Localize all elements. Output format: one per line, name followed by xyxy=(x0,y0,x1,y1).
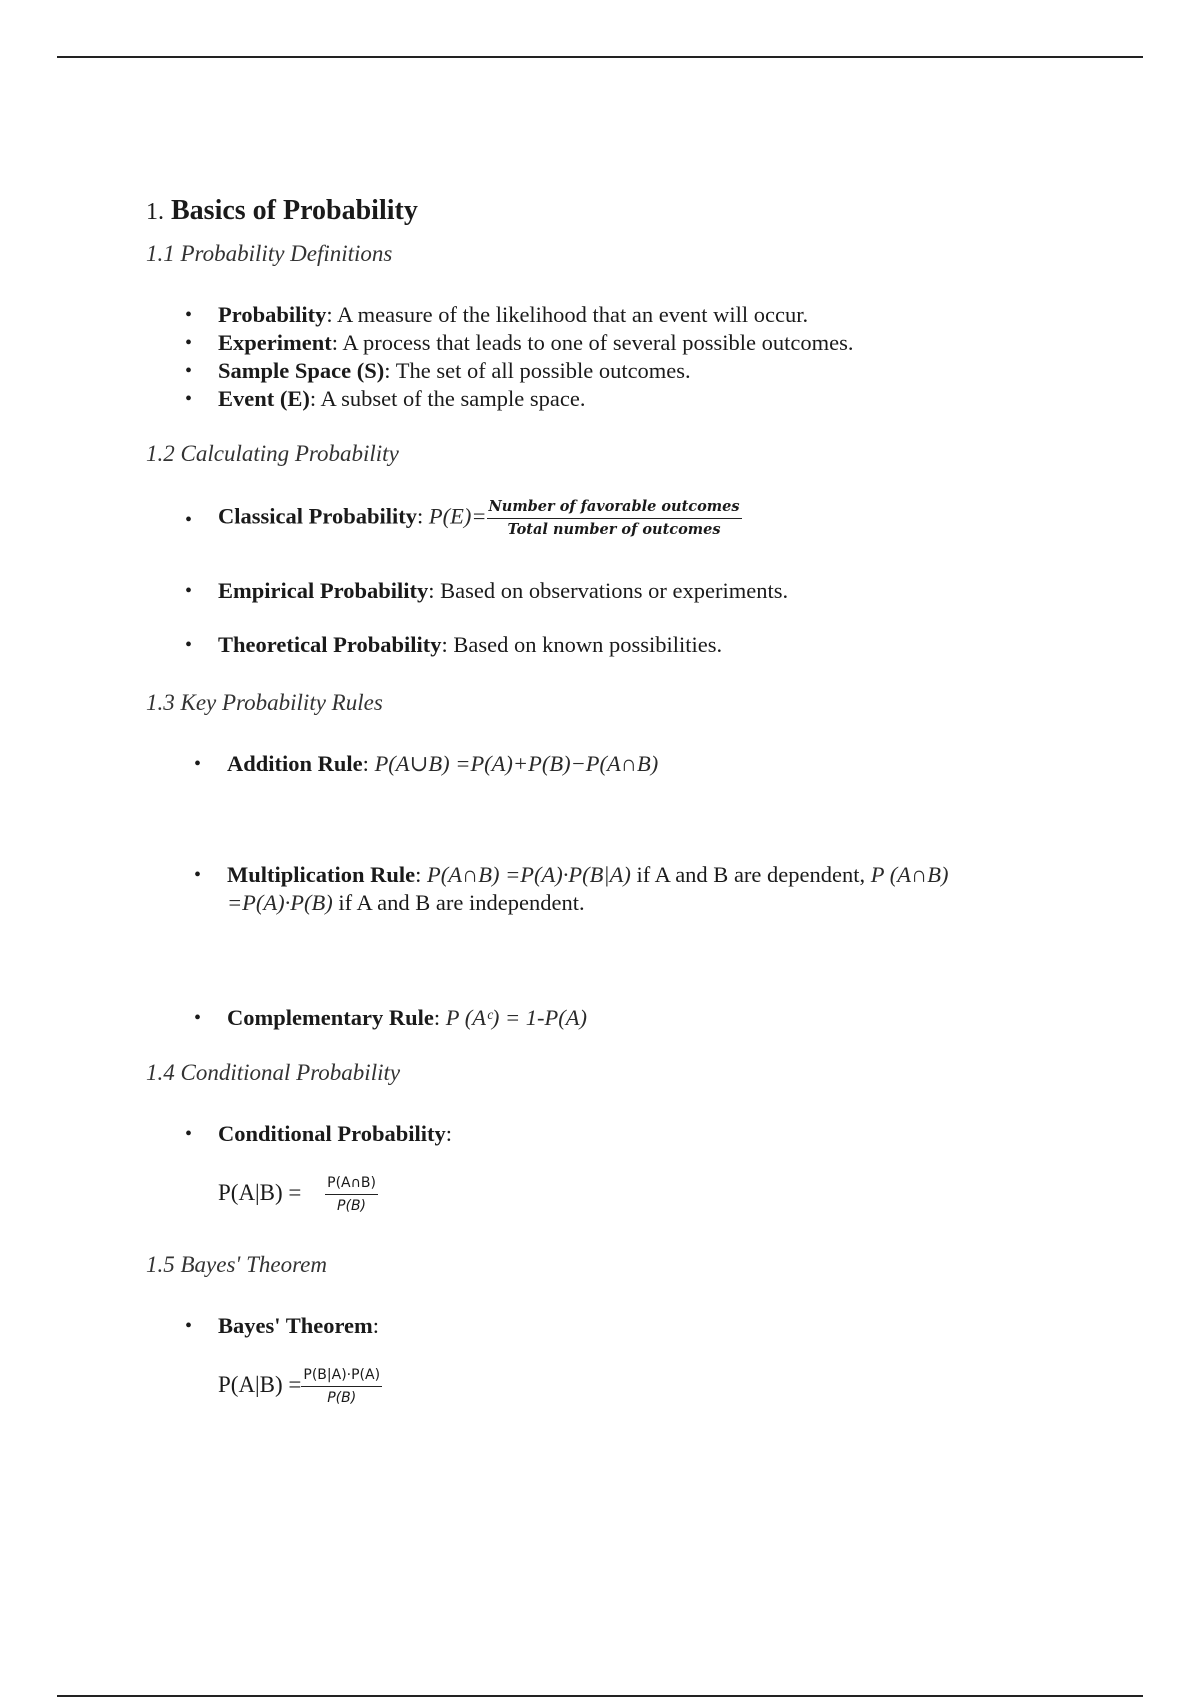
formula: P (A∩B) xyxy=(870,862,949,887)
colon: : xyxy=(445,1121,453,1146)
colon: : xyxy=(415,862,428,887)
formula: P(A∩B) =P(A)·P(B|A) xyxy=(427,862,631,887)
subsection-title-1-5: 1.5 Bayes' Theorem xyxy=(146,1252,328,1277)
list-item-conditional xyxy=(185,1120,453,1148)
formula: P(A∪B) =P(A)+P(B)−P(A∩B) xyxy=(374,751,659,776)
section-number: 1. xyxy=(146,199,164,225)
definition: : A process that leads to one of several possible outcomes. xyxy=(331,330,854,355)
term: Complementary Rule xyxy=(227,1005,434,1030)
formula: =P(A)·P(B) xyxy=(227,890,333,915)
header-rule xyxy=(57,56,1143,58)
fraction-numerator: P(A∩B) xyxy=(325,1172,378,1195)
bullet-icon: • xyxy=(194,864,202,886)
bullet-icon: • xyxy=(185,1123,193,1145)
term: Classical Probability xyxy=(218,503,417,529)
colon: : xyxy=(433,1005,446,1030)
bullet-icon: • xyxy=(185,634,193,656)
term: Sample Space (S) xyxy=(218,358,385,383)
condition-text: if A and B are dependent, xyxy=(630,862,871,887)
fraction-numerator: Number of favorable outcomes xyxy=(487,496,742,519)
list-item xyxy=(185,329,854,357)
term: Bayes' Theorem xyxy=(218,1313,373,1338)
list-item xyxy=(185,357,691,385)
colon: : xyxy=(372,1313,380,1338)
fraction-numerator: P(B|A)·P(A) xyxy=(301,1364,382,1387)
list-item-addition xyxy=(194,750,659,778)
condition-text: if A and B are independent. xyxy=(332,890,585,915)
bullet-icon: • xyxy=(185,304,193,326)
bullet-icon: • xyxy=(194,1007,202,1029)
bullet-icon: • xyxy=(185,1315,193,1337)
list-item-complementary xyxy=(194,1004,587,1032)
bullet-icon: • xyxy=(185,388,193,410)
bullet-icon: • xyxy=(194,753,202,775)
colon: : xyxy=(362,751,375,776)
section-title: Basics of Probability xyxy=(171,195,418,226)
definition: : A measure of the likelihood that an event will occur. xyxy=(326,302,809,327)
term: Empirical Probability xyxy=(218,578,429,603)
bayes-fraction xyxy=(301,1364,382,1409)
list-item xyxy=(185,301,809,329)
subsection-title-1-1: 1.1 Probability Definitions xyxy=(146,241,393,266)
definition: : Based on known possibilities. xyxy=(441,632,723,657)
formula-lhs: P(A|B) = xyxy=(218,1371,302,1397)
conditional-formula xyxy=(218,1172,378,1217)
fraction-denominator: Total number of outcomes xyxy=(507,521,721,538)
list-item xyxy=(185,631,723,659)
subsection-title-1-4: 1.4 Conditional Probability xyxy=(146,1060,401,1085)
term: Probability xyxy=(218,302,327,327)
formula-lhs: P(E)= xyxy=(428,503,487,529)
definition: : A subset of the sample space. xyxy=(309,386,586,411)
term: Experiment xyxy=(218,330,332,355)
term: Conditional Probability xyxy=(218,1121,446,1146)
bullet-icon: • xyxy=(185,580,193,602)
bullet-icon: • xyxy=(185,332,193,354)
definition: : The set of all possible outcomes. xyxy=(384,358,691,383)
list-item xyxy=(185,577,789,605)
list-item-multiplication xyxy=(194,861,949,889)
bullet-icon: • xyxy=(185,360,193,382)
formula: P (Aᶜ) = 1-P(A) xyxy=(445,1005,587,1030)
colon: : xyxy=(416,503,429,529)
term: Addition Rule xyxy=(227,751,363,776)
fraction-denominator: P(B) xyxy=(327,1390,357,1406)
bullet-icon: • xyxy=(185,509,193,531)
formula-lhs: P(A|B) = xyxy=(218,1179,308,1205)
list-item xyxy=(185,385,586,413)
footer-rule xyxy=(57,1695,1143,1697)
list-item-bayes xyxy=(185,1312,380,1340)
list-item-classical xyxy=(185,496,742,541)
subsection-title-1-3: 1.3 Key Probability Rules xyxy=(146,690,383,715)
term: Theoretical Probability xyxy=(218,632,442,657)
list-item-continuation xyxy=(227,889,585,917)
fraction-denominator: P(B) xyxy=(337,1198,367,1214)
term: Multiplication Rule xyxy=(227,862,416,887)
term: Event (E) xyxy=(218,386,310,411)
subsection-title-1-2: 1.2 Calculating Probability xyxy=(146,441,399,466)
section-heading xyxy=(146,194,418,229)
definition: : Based on observations or experiments. xyxy=(428,578,789,603)
bayes-formula xyxy=(218,1364,382,1409)
conditional-fraction xyxy=(325,1172,378,1217)
classical-fraction xyxy=(487,496,742,541)
